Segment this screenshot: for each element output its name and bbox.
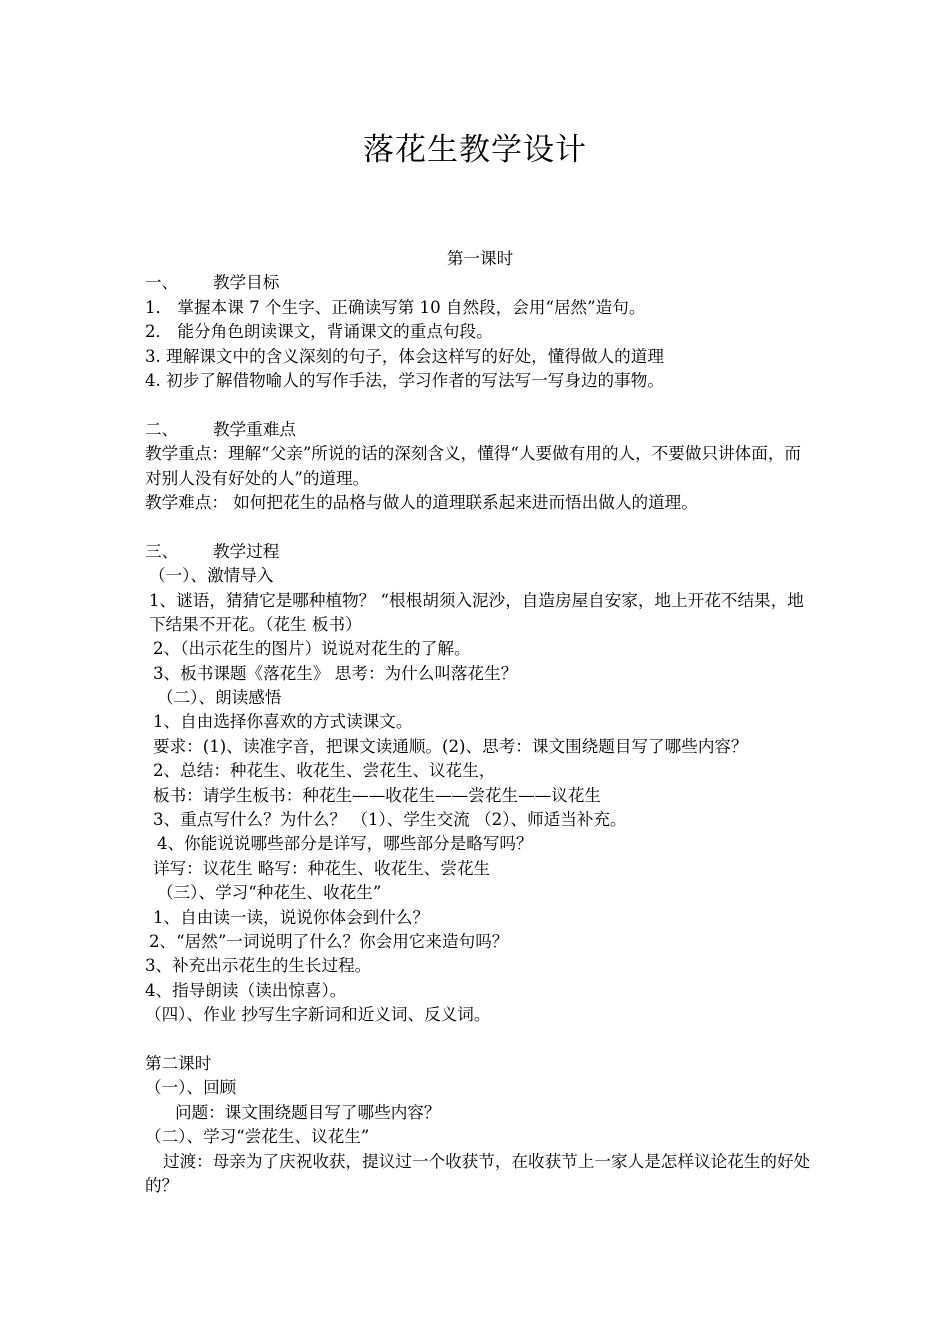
subsection-heading: （二）、学习“尝花生、议花生”	[145, 1127, 370, 1147]
document-title: 落花生教学设计	[363, 132, 587, 168]
list-item: 1、谜语，猜猜它是哪种植物？ “根根胡须入泥沙，自造房屋自安家，地上开花不结果，地下结果不开花。（花生 板书）	[149, 590, 804, 634]
goal-item: 4. 初步了解借物喻人的写作手法，学习作者的写法写一写身边的事物。	[145, 370, 664, 390]
list-item: 要求：(1)、读准字音，把课文读通顺。(2)、思考：课文围绕题目写了哪些内容？	[153, 736, 748, 756]
list-item: 2、总结：种花生、收花生、尝花生、议花生，	[153, 761, 496, 781]
list-item: 1、自由选择你喜欢的方式读课文。	[153, 712, 413, 732]
subsection-heading: （一）、回顾	[145, 1078, 237, 1098]
section-title: 教学目标	[213, 273, 280, 293]
blank-line	[145, 1028, 815, 1052]
section-heading-key-points	[145, 418, 815, 442]
transition-paragraph: 过渡：母亲为了庆祝收获，提议过一个收获节，在收获节上一家人是怎样议论花生的好处的？	[145, 1151, 811, 1195]
section-heading-process	[145, 540, 815, 564]
blank-line	[145, 515, 815, 539]
section-number: 三、	[145, 541, 179, 561]
difficult-point-paragraph: 教学难点： 如何把花生的品格与做人的道理联系起来进而悟出做人的道理。	[145, 492, 698, 512]
list-item: 问题：课文围绕题目写了哪些内容？	[175, 1102, 441, 1122]
list-item: 详写：议花生 略写：种花生、收花生、尝花生	[153, 858, 491, 878]
list-item: 2、（出示花生的图片）说说对花生的了解。	[153, 639, 471, 659]
homework-item: （四）、作业 抄写生字新词和近义词、反义词。	[145, 1005, 491, 1025]
lesson2-heading: 第二课时	[145, 1053, 212, 1073]
goal-item: 2． 能分角色朗读课文，背诵课文的重点句段。	[145, 322, 493, 342]
section-number: 二、	[145, 419, 179, 439]
list-item: 3、补充出示花生的生长过程。	[145, 956, 372, 976]
list-item: 3、板书课题《落花生》 思考：为什么叫落花生？	[153, 663, 518, 683]
subsection-heading: （一）、激情导入	[149, 566, 274, 586]
document-body	[145, 247, 815, 1198]
subsection-heading: （二）、朗读感悟	[157, 688, 282, 708]
section-heading-goals	[145, 271, 815, 295]
list-item: 4、你能说说哪些部分是详写，哪些部分是略写吗？	[157, 834, 533, 854]
list-item: 板书：请学生板书：种花生——收花生——尝花生——议花生	[153, 785, 602, 805]
list-item: 3、重点写什么？为什么？ （1）、学生交流 （2）、师适当补充。	[153, 810, 627, 830]
goal-item: 3. 理解课文中的含义深刻的句子，体会这样写的好处，懂得做人的道理	[145, 346, 664, 366]
list-item: 2、“居然”一词说明了什么？你会用它来造句吗？	[149, 932, 509, 951]
key-point-paragraph: 教学重点：理解“父亲”所说的话的深刻含义，懂得“人要做有用的人，不要做只讲体面，而对别人没有好处的人”的道理。	[145, 444, 802, 488]
section-title: 教学过程	[213, 541, 280, 561]
list-item: 1、自由读一读，说说你体会到什么？	[153, 907, 430, 927]
section-title: 教学重难点	[213, 419, 296, 439]
goal-item: 1． 掌握本课 7 个生字、正确读写第 10 自然段，会用“居然”造句。	[145, 297, 646, 317]
lesson1-heading: 第一课时	[446, 249, 514, 268]
section-number: 一、	[145, 273, 179, 293]
blank-line	[145, 393, 815, 417]
list-item: 4、指导朗读（读出惊喜）。	[145, 980, 347, 1000]
subsection-heading: （三）、学习“种花生、收花生”	[157, 883, 382, 903]
